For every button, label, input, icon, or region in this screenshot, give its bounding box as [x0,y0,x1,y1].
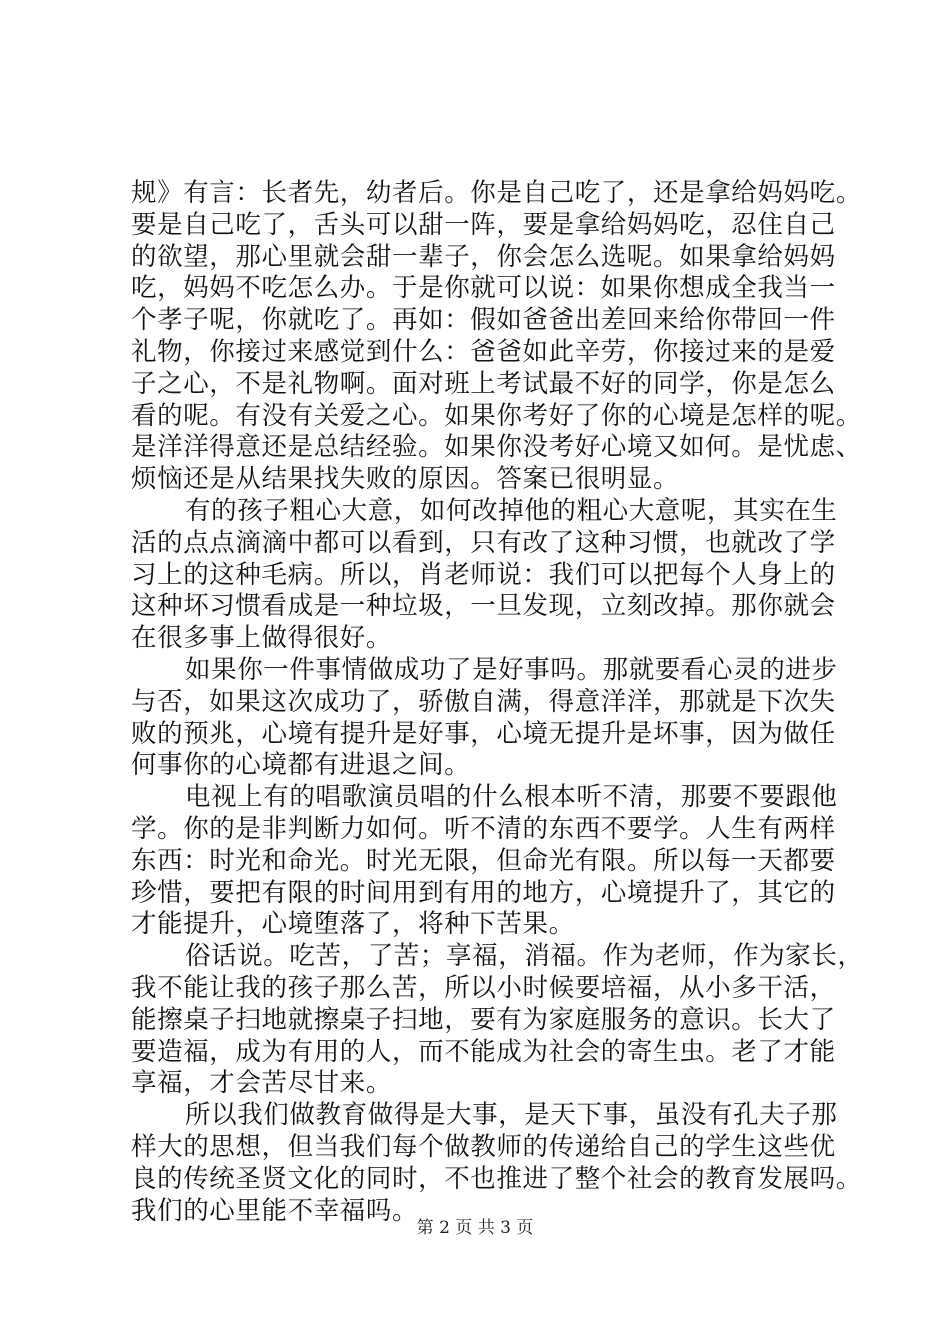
text-line: 子之心，不是礼物啊。面对班上考试最不好的同学，你是怎么 [131,368,836,399]
text-line: 如果你一件事情做成功了是好事吗。那就要看心灵的进步 [185,654,838,685]
text-line: 吃，妈妈不吃怎么办。于是你就可以说：如果你想成全我当一 [131,273,836,304]
text-line: 要造福，成为有用的人，而不能成为社会的寄生虫。老了才能 [131,1036,836,1067]
text-line: 是洋洋得意还是总结经验。如果你没考好心境又如何。是忧虑、 [131,432,862,463]
text-line: 烦恼还是从结果找失败的原因。答案已很明显。 [131,464,680,495]
text-line: 礼物，你接过来感觉到什么：爸爸如此辛劳，你接过来的是爱 [131,336,836,367]
text-line: 学。你的是非判断力如何。听不清的东西不要学。人生有两样 [131,813,836,844]
text-line: 良的传统圣贤文化的同时，不也推进了整个社会的教育发展吗。 [131,1163,862,1194]
text-line: 活的点点滴滴中都可以看到，只有改了这种习惯，也就改了学 [131,527,836,558]
text-line: 习上的这种毛病。所以，肖老师说：我们可以把每个人身上的 [131,559,836,590]
text-line: 享福，才会苦尽甘来。 [131,1068,393,1099]
text-line: 才能提升，心境堕落了，将种下苦果。 [131,909,575,940]
paragraph [131,782,838,941]
paragraph [131,178,862,496]
text-line: 与否，如果这次成功了，骄傲自满，得意洋洋，那就是下次失 [131,686,836,717]
paragraph [131,495,838,655]
text-line: 要是自己吃了，舌头可以甜一阵，要是拿给妈妈吃，忍住自己 [131,209,836,240]
text-line: 有的孩子粗心大意，如何改掉他的粗心大意呢，其实在生 [185,495,838,526]
text-line: 电视上有的唱歌演员唱的什么根本听不清，那要不要跟他 [185,782,838,813]
text-line: 我不能让我的孩子那么苦，所以小时候要培福，从小多干活， [131,972,836,1003]
text-line: 所以我们做教育做得是大事，是天下事，虽没有孔夫子那 [185,1100,838,1131]
text-line: 在很多事上做得很好。 [131,623,393,654]
text-line: 何事你的心境都有进退之间。 [131,750,471,781]
text-line: 看的呢。有没有关爱之心。如果你考好了你的心境是怎样的呢。 [131,400,862,431]
paragraph [131,941,864,1100]
page-number-footer: 第 2 页 共 3 页 [416,1218,534,1238]
text-line: 我们的心里能不幸福吗。 [131,1195,419,1226]
text-line: 能擦桌子扫地就擦桌子扫地，要有为家庭服务的意识。长大了 [131,1004,836,1035]
text-line: 这种坏习惯看成是一种垃圾，一旦发现，立刻改掉。那你就会 [131,591,836,622]
paragraph [131,654,838,782]
text-line: 规》有言：长者先，幼者后。你是自己吃了，还是拿给妈妈吃。 [131,178,862,208]
text-line: 东西：时光和命光。时光无限，但命光有限。所以每一天都要 [131,845,836,876]
text-line: 个孝子呢，你就吃了。再如：假如爸爸出差回来给你带回一件 [131,305,836,336]
text-line: 败的预兆，心境有提升是好事，心境无提升是坏事，因为做任 [131,718,836,749]
text-line: 珍惜，要把有限的时间用到有用的地方，心境提升了，其它的 [131,877,836,908]
document-body [131,178,864,1227]
text-line: 俗话说。吃苦，了苦；享福，消福。作为老师，作为家长， [185,941,864,972]
text-line: 样大的思想，但当我们每个做教师的传递给自己的学生这些优 [131,1131,836,1162]
paragraph [131,1100,862,1227]
text-line: 的欲望，那心里就会甜一辈子，你会怎么选呢。如果拿给妈妈 [131,241,836,272]
